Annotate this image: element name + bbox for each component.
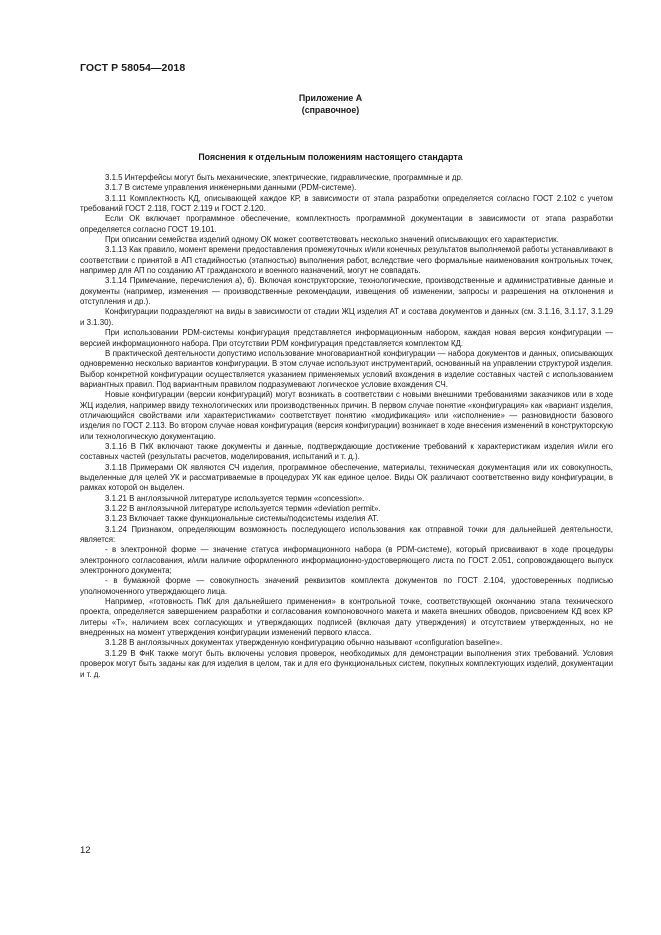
paragraph: Например, «готовность ПкК для дальнейшего применения» в контрольной точке, соответствующей окончанию этапа технического проекта, определяется завершением разработки и согласования компоновочного макета и макета внешних обводов, присвоением КД всех КР литеры «Т», наличием всех согласующих и утверждающих подписей (включая дату утверждения) и отсутствием утвержденных, но не внедренных на момент утверждения конфигурации изменений первого класса. xyxy=(80,597,613,638)
section-title: Пояснения к отдельным положениям настоящего стандарта xyxy=(198,152,463,162)
paragraph: При описании семейства изделий одному ОК может соответствовать несколько значений описывающих его характеристик. xyxy=(105,235,559,245)
list-item: - в бумажной форме — совокупность значений реквизитов комплекта документов по ГОСТ 2.104, удостоверенных подписью уполномоченного утверждающего лица. xyxy=(80,576,613,596)
standard-designation: ГОСТ Р 58054—2018 xyxy=(80,62,186,74)
paragraph: 3.1.21 В англоязычной литературе используется термин «concession». xyxy=(105,493,365,503)
paragraph: 3.1.29 В ФнК также могут быть включены условия проверок, необходимых для демонстрации выполнения этих требований. Условия проверок могут быть заданы как для изделия в целом, так и для его функциональных систем, покупных комплектующих изделий, документации и т. д. xyxy=(80,648,613,679)
paragraph: 3.1.7 В системе управления инженерными данными (PDM-системе). xyxy=(105,183,357,193)
paragraph: 3.1.18 Примерами ОК являются СЧ изделия, программное обеспечение, материалы, техническая документация или их совокупность, выделенные для целей УК и рассматриваемые в процедурах УК как единое целое. Виды ОК различают соответственно виду конфигурации, в рамках которой он выделен. xyxy=(80,462,613,493)
paragraph: 3.1.14 Примечание, перечисления а), б). Включая конструкторские, технологические, производственные и административные данные и документы (например, изменения — производственные рекомендации, извещения об изменении, запросы и разрешения на отклонения и отступления и др.). xyxy=(80,276,613,307)
paragraph: 3.1.24 Признаком, определяющим возможность последующего использования как отправной точки для дальнейшей деятельности, является: xyxy=(80,524,613,545)
paragraph: 3.1.11 Комплектность КД, описывающей каждое КР, в зависимости от этапа разработки определяется согласно ГОСТ 2.102 с учетом требований ГОСТ 2.118, ГОСТ 2.119 и ГОСТ 2.120. xyxy=(80,193,613,214)
paragraph: 3.1.16 В ПкК включают также документы и данные, подтверждающие достижение требований к характеристикам изделия и/или его составных частей (результаты расчетов, моделирования, испытаний и т. д.). xyxy=(80,441,613,462)
paragraph: 3.1.23 Включает также функциональные системы/подсистемы изделия АТ. xyxy=(105,514,379,524)
paragraph: В практической деятельности допустимо использование многовариантной конфигурации — набора документов и данных, описывающих одновременно несколько вариантов конфигурации. В этом случае используют инструментарий, основанный на управлении структурой изделия. Выбор конкретной конфигурации осуществляется указанием применяемых условий вхождения в изделие составных частей с использованием вариантных правил. Под вариантным правилом подразумевают логическое условие вхождения СЧ. xyxy=(80,348,613,389)
list-item: - в электронной форме — значение статуса информационного набора (в PDM-системе), который присваивают в ходе процедуры электронного согласования, и/или наличие оформленного информационно-удостоверяющего листа по ГОСТ 2.051, сопровождающего выпуск электронного документа; xyxy=(80,545,613,576)
appendix-heading xyxy=(0,92,661,116)
paragraph: 3.1.28 В англоязычных документах утвержденную конфигурацию обычно называют «configuration baseline». xyxy=(105,638,503,648)
paragraph: 3.1.13 Как правило, момент времени предоставления промежуточных и/или конечных результатов выполняемой работы устанавливают в соответствии с принятой в АП стадийностью (этапностью) выполнения работ, вследствие чего формальные наименования контрольных точек, например для АП по созданию АТ гражданского и военного назначений, могут не совпадать. xyxy=(80,245,613,276)
paragraph: Новые конфигурации (версии конфигураций) могут возникать в соответствии с новыми внешними требованиями заказчиков или в ходе ЖЦ изделия, например ввиду технологических или производственных причин. В первом случае понятие «конфигурация» как «вариант изделия, отличающийся свойствами или характеристиками» соответствует понятию «модификация» или «исполнение» — разновидности базового изделия по ГОСТ 2.113. Во втором случае новая конфигурация (версия конфигурации) возникает в ходе внесения изменений в конструкторскую или технологическую документацию. xyxy=(80,390,613,441)
paragraph: При использовании PDM-системы конфигурация представляется информационным набором, каждая новая версия конфигурации — версией информационного набора. При отсутствии PDM конфигурация представляется комплектом КД. xyxy=(80,328,613,348)
paragraph: Если ОК включает программное обеспечение, комплектность программной документации в зависимости от этапа разработки определяется согласно ГОСТ 19.101. xyxy=(80,214,613,234)
appendix-type: (справочное) xyxy=(301,105,360,115)
paragraph: 3.1.22 В англоязычной литературе используется термин «deviation permit». xyxy=(105,504,381,513)
page-number: 12 xyxy=(80,845,91,856)
body-text xyxy=(80,173,613,680)
paragraph: 3.1.5 Интерфейсы могут быть механические, электрические, гидравлические, программные и др. xyxy=(105,173,464,182)
paragraph: Конфигурации подразделяют на виды в зависимости от стадии ЖЦ изделия АТ и состава документов и данных (см. 3.1.16, 3.1.17, 3.1.29 и 3.1.30). xyxy=(80,307,613,327)
appendix-label: Приложение А xyxy=(298,93,363,103)
